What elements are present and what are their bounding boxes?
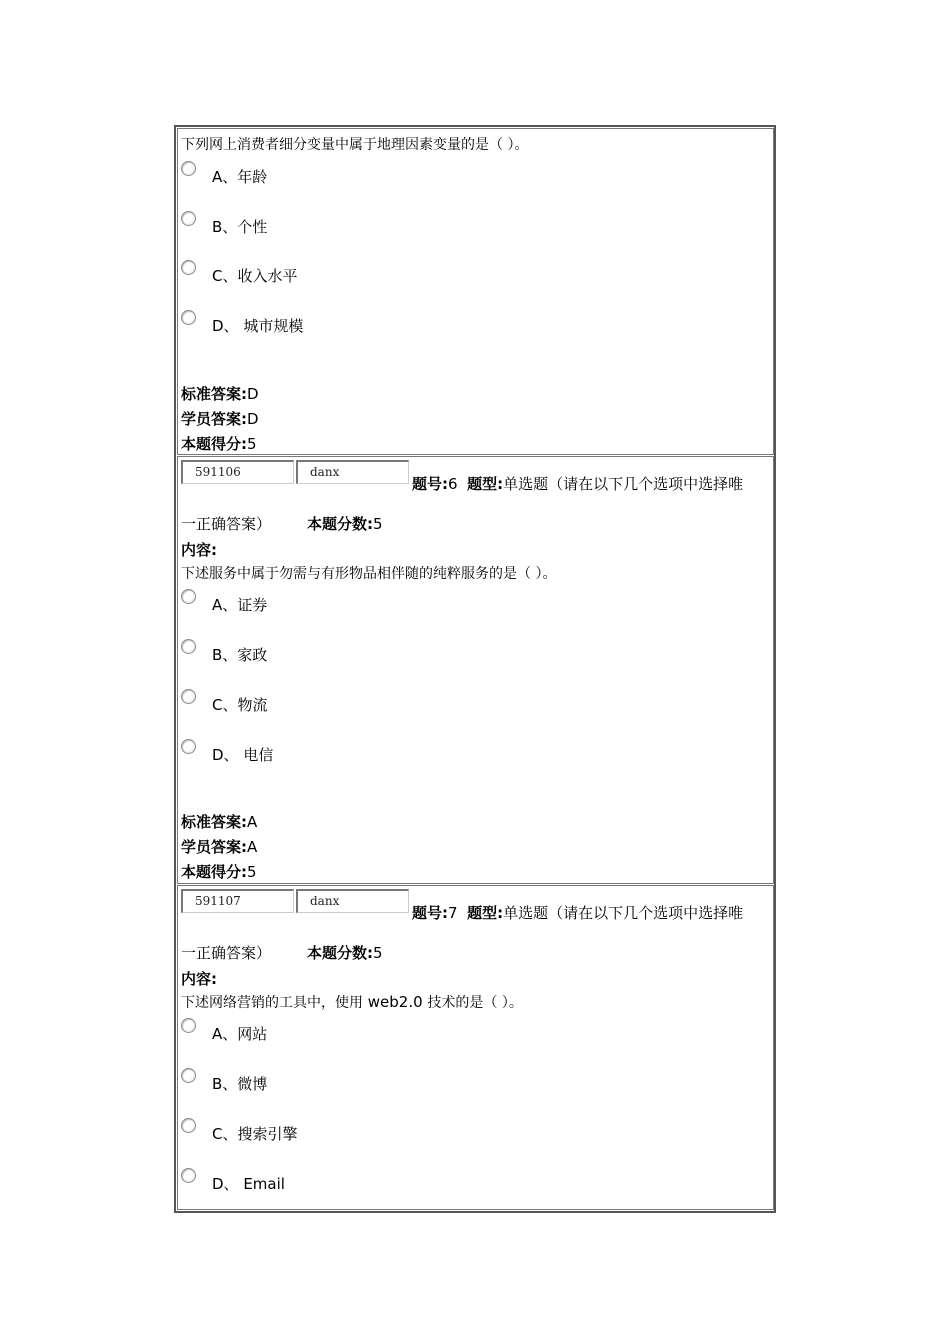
option-label: D、 电信 bbox=[212, 746, 274, 764]
question-header-continued: 一正确答案） 本题分数:5 bbox=[181, 944, 383, 962]
question-header-continued: 一正确答案） 本题分数:5 bbox=[181, 515, 383, 533]
radio-button[interactable] bbox=[181, 589, 196, 604]
option-label: C、搜索引擎 bbox=[212, 1125, 298, 1143]
question-block-7 bbox=[177, 885, 774, 1210]
student-answer: 学员答案:A bbox=[181, 838, 258, 856]
option-label: A、证券 bbox=[212, 596, 268, 614]
radio-button[interactable] bbox=[181, 1068, 196, 1083]
content-label: 内容: bbox=[181, 541, 217, 559]
question-score: 本题得分:5 bbox=[181, 435, 257, 453]
radio-button[interactable] bbox=[181, 689, 196, 704]
question-header: 题号:7 题型:单选题（请在以下几个选项中选择唯 bbox=[412, 904, 744, 922]
option-label: D、 城市规模 bbox=[212, 317, 304, 335]
option-label: B、微博 bbox=[212, 1075, 268, 1093]
option-label: A、网站 bbox=[212, 1025, 268, 1043]
radio-button[interactable] bbox=[181, 310, 196, 325]
question-type-code-field[interactable]: danx bbox=[296, 460, 409, 484]
question-text: 下列网上消费者细分变量中属于地理因素变量的是（ ）。 bbox=[181, 137, 529, 153]
option-label: A、年龄 bbox=[212, 168, 268, 186]
content-label: 内容: bbox=[181, 970, 217, 988]
question-text: 下述网络营销的工具中，使用 web2.0 技术的是（ ）。 bbox=[181, 993, 523, 1011]
question-id-field[interactable]: 591106 bbox=[181, 460, 294, 484]
question-text: 下述服务中属于勿需与有形物品相伴随的纯粹服务的是（ ）。 bbox=[181, 566, 557, 582]
question-header: 题号:6 题型:单选题（请在以下几个选项中选择唯 bbox=[412, 475, 744, 493]
radio-button[interactable] bbox=[181, 211, 196, 226]
question-block-6 bbox=[177, 456, 774, 884]
exam-container bbox=[174, 125, 776, 1213]
question-type-code-field[interactable]: danx bbox=[296, 889, 409, 913]
radio-button[interactable] bbox=[181, 739, 196, 754]
standard-answer: 标准答案:A bbox=[181, 813, 258, 831]
radio-button[interactable] bbox=[181, 260, 196, 275]
option-label: C、物流 bbox=[212, 696, 268, 714]
question-block-5 bbox=[177, 128, 774, 455]
radio-button[interactable] bbox=[181, 1118, 196, 1133]
radio-button[interactable] bbox=[181, 1018, 196, 1033]
option-label: C、收入水平 bbox=[212, 267, 298, 285]
student-answer: 学员答案:D bbox=[181, 410, 259, 428]
radio-button[interactable] bbox=[181, 1168, 196, 1183]
radio-button[interactable] bbox=[181, 161, 196, 176]
option-label: D、 Email bbox=[212, 1175, 285, 1193]
option-label: B、家政 bbox=[212, 646, 268, 664]
radio-button[interactable] bbox=[181, 639, 196, 654]
option-label: B、个性 bbox=[212, 218, 268, 236]
question-id-field[interactable]: 591107 bbox=[181, 889, 294, 913]
question-score: 本题得分:5 bbox=[181, 863, 257, 881]
standard-answer: 标准答案:D bbox=[181, 385, 259, 403]
